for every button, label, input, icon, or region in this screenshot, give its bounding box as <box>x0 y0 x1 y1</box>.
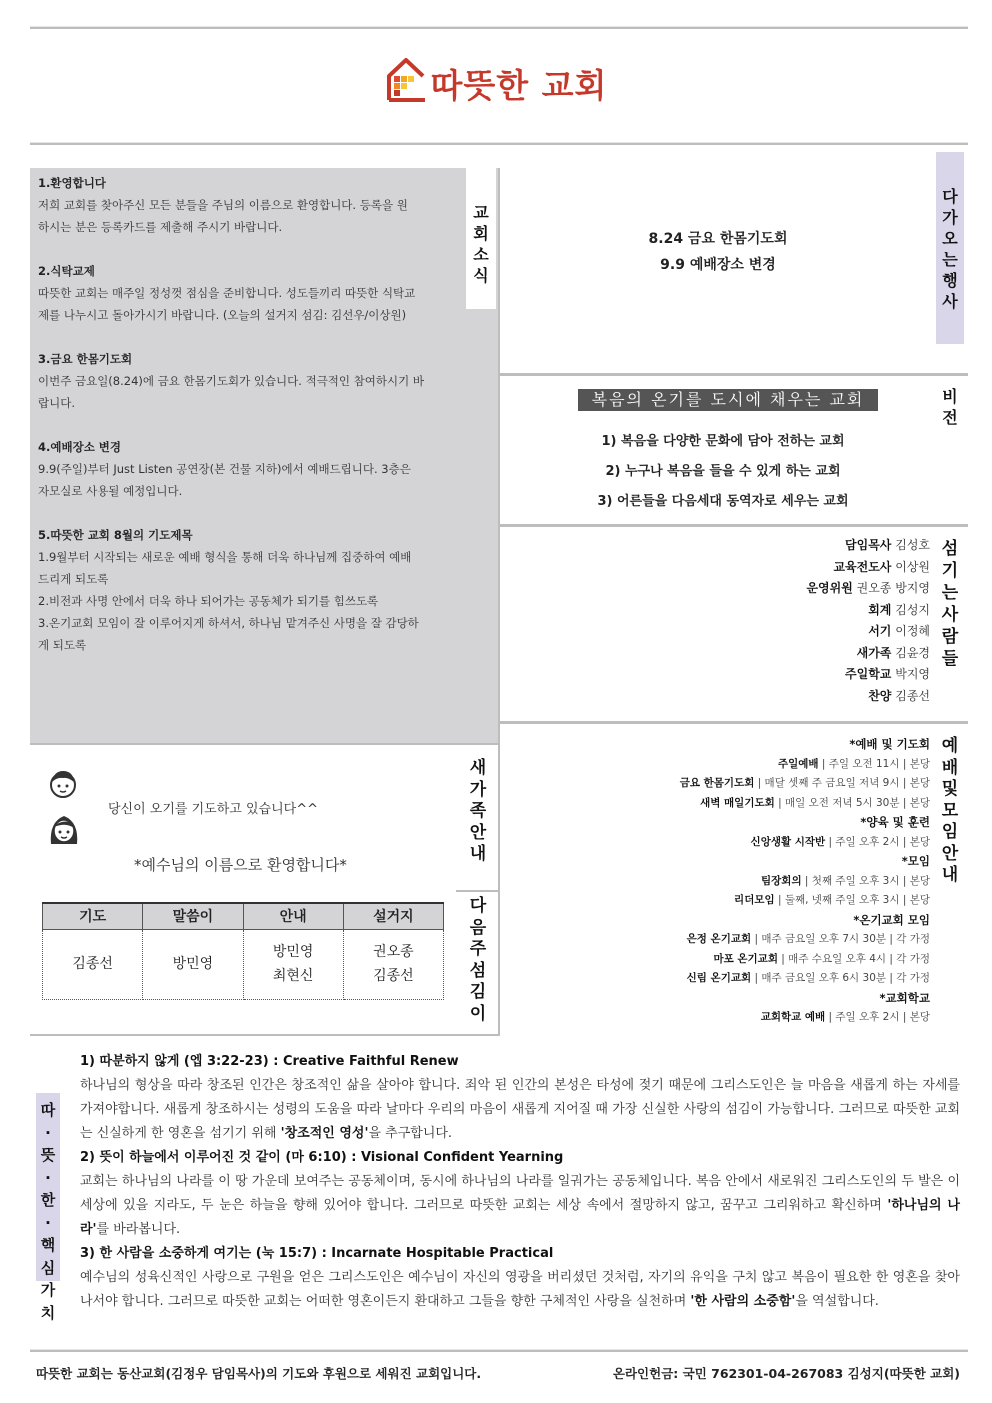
tab-char: 내 <box>469 844 487 864</box>
house-icon <box>385 56 427 102</box>
vision-list <box>510 430 936 520</box>
table-row <box>43 929 444 999</box>
tab-char: 람 <box>941 627 959 647</box>
core-value-text: 예수님의 성육신적인 사랑으로 구원을 얻은 그리스도인은 예수님이 자신의 영광을 버리셨던 것처럼, 자기의 유익을 구치 않고 복음이 필요한 한 영혼을 찾아 나서야 합니다. 그러므로 따뜻한 교회는 어떠한 영혼이든지 환대하고 그들을 향한 구체적인 사랑을 실천하며 <box>80 1270 960 1309</box>
core-value-title: 2) 뜻이 하늘에서 이루어진 것 같이 (마 6:10) : Visional Confident Yearning <box>80 1150 564 1165</box>
tab-char: 김 <box>469 982 487 1002</box>
worship-detail: | 주일 오전 11시 | 본당 <box>818 757 930 770</box>
newcomer-message: 당신이 오기를 기도하고 있습니다^^ <box>108 802 318 817</box>
core-value-body <box>80 1266 960 1314</box>
core-value-text: 을 추구합니다. <box>368 1126 453 1141</box>
server-name: 김종선 <box>373 968 414 984</box>
divider <box>500 721 968 724</box>
worship-section-title: *양육 및 훈련 <box>860 815 930 829</box>
tab-char: 행 <box>942 271 958 290</box>
worship-row <box>570 892 930 912</box>
server-name: 방민영 <box>172 956 214 972</box>
notice-title: 3.금요 한몸기도회 <box>38 352 133 366</box>
vision-item: 1) 복음을 다양한 문화에 담아 전하는 교회 <box>601 434 845 449</box>
tab-char: · <box>45 1168 51 1187</box>
worship-detail: | 주일 오후 2시 | 본당 <box>825 835 930 848</box>
notice-line: 3.온기교회 모임이 잘 이루어지게 하셔서, 하나님 맡겨주신 사명을 잘 감당하 <box>38 616 419 630</box>
tab-char: 가 <box>942 208 958 227</box>
tab-char: 주 <box>469 939 487 959</box>
staff-name: 김성호 <box>891 538 930 552</box>
staff-name: 이정혜 <box>891 624 930 638</box>
table-header: 기도 <box>43 903 143 929</box>
worship-row <box>570 931 930 951</box>
worship-schedule <box>570 736 930 1029</box>
staff-tab <box>938 538 962 670</box>
worship-row <box>570 834 930 854</box>
notice-line: 랍니다. <box>38 396 75 410</box>
table-header: 말씀이 <box>143 903 243 929</box>
staff-row <box>590 536 930 558</box>
server-name: 방민영 <box>272 944 314 960</box>
notice-line: 저희 교회를 찾아주신 모든 분들을 주님의 이름으로 환영합니다. 등록을 원 <box>38 198 408 212</box>
tab-char: 는 <box>942 250 958 269</box>
vision-tab <box>938 386 962 428</box>
tab-char: 뜻 <box>40 1146 56 1164</box>
core-value-body <box>80 1170 960 1242</box>
staff-row <box>590 644 930 666</box>
worship-row <box>570 775 930 795</box>
tab-char: 소 <box>473 245 489 264</box>
notice-title: 2.식탁교제 <box>38 264 95 278</box>
notices-panel <box>30 168 498 744</box>
notice-line: 2.비전과 사명 안에서 더욱 하나 되어가는 공동체가 되기를 힘쓰도록 <box>38 594 379 608</box>
tab-char: 안 <box>469 822 487 843</box>
girl-icon <box>48 812 80 848</box>
worship-detail: | 매달 셋째 주 금요일 저녁 9시 | 본당 <box>754 777 930 789</box>
staff-name: 김성지 <box>891 602 930 617</box>
notice-title: 4.예배장소 변경 <box>38 440 122 454</box>
tab-char: 회 <box>473 224 489 243</box>
worship-row <box>570 970 930 990</box>
worship-detail: | 매주 수요일 오후 4시 | 각 가정 <box>777 952 930 965</box>
tab-char: 사 <box>941 605 959 625</box>
core-value-body <box>80 1074 960 1146</box>
staff-role: 찬양 <box>868 688 892 703</box>
core-value-title: 3) 한 사람을 소중하게 여기는 (눅 15:7) : Incarnate Hospitable Practical <box>80 1246 554 1261</box>
tab-char: 음 <box>469 917 487 938</box>
tab-char: 예 <box>941 736 959 756</box>
worship-detail: | 매주 금요일 오후 7시 30분 | 각 가정 <box>751 933 930 945</box>
spacer <box>38 414 458 436</box>
notice-line: 이번주 금요일(8.24)에 금요 한몸기도회가 있습니다. 적극적인 참여하시기 바 <box>38 374 424 388</box>
top-rule <box>30 26 968 29</box>
event-item: 9.9 예배장소 변경 <box>660 257 776 273</box>
header-rule <box>30 142 968 145</box>
worship-section-title: *온기교회 모임 <box>853 912 930 927</box>
table-cell <box>43 929 143 999</box>
notice-title: 5.따뜻한 교회 8월의 기도제목 <box>38 528 193 542</box>
staff-name: 이상원 <box>891 559 930 574</box>
server-name: 김종선 <box>72 956 113 972</box>
core-value-text: 를 바라봅니다. <box>96 1222 181 1237</box>
staff-row <box>590 579 930 601</box>
spacer <box>38 502 458 524</box>
tab-char: 전 <box>942 408 958 427</box>
core-values-tab <box>36 1093 60 1322</box>
vision-item: 3) 어른들을 다음세대 동역자로 세우는 교회 <box>597 494 849 509</box>
staff-name: 김윤경 <box>891 645 930 660</box>
worship-name: 리더모임 <box>734 894 775 906</box>
worship-row <box>570 756 930 776</box>
next-servers-table <box>42 902 444 1000</box>
notice-line: 제를 나누시고 돌아가시기 바랍니다. (오늘의 설거지 섬김: 김선우/이상원) <box>38 308 407 322</box>
worship-row <box>570 1009 930 1029</box>
staff-role: 운영위원 <box>806 581 853 595</box>
spacer <box>38 326 458 348</box>
tab-char: 사 <box>942 292 958 311</box>
tab-char: · <box>45 1213 51 1232</box>
staff-row <box>590 558 930 580</box>
server-name: 권오종 <box>373 944 414 960</box>
tab-char: 심 <box>40 1258 56 1277</box>
core-value-text: 하나님의 형상을 따라 창조된 인간은 창조적인 삶을 살아야 합니다. 죄악 된 인간의 본성은 타성에 젖기 때문에 그리스도인은 늘 마음을 새롭게 하는 자세를 가져야합니다. 새롭게 창조하시는 성령의 도움을 따라 날마다 우리의 마음이 새롭게 지어질 때 가장 신실한 사랑의 섬김이 가능합니다. 그러므로 따뜻한 교회는 신실하게 한 영혼을 섬기기 위해 <box>80 1078 960 1141</box>
tab-char: 이 <box>469 1003 487 1024</box>
boy-icon <box>48 768 78 800</box>
server-name: 최현신 <box>272 968 314 984</box>
core-value-keyword: '창조적인 영성' <box>280 1126 369 1141</box>
worship-name: 교회학교 예배 <box>760 1011 826 1023</box>
staff-row <box>590 665 930 687</box>
tab-char: 비 <box>942 387 958 406</box>
worship-name: 은정 온기교회 <box>686 933 752 945</box>
tab-char: 치 <box>40 1303 56 1322</box>
tab-char: 섬 <box>941 539 959 559</box>
tab-char: 내 <box>941 865 959 885</box>
core-value-text: 을 역설합니다. <box>795 1294 879 1309</box>
tab-char: 한 <box>40 1191 56 1209</box>
worship-name: 팀장회의 <box>761 874 802 887</box>
tab-char: 섬 <box>469 960 487 981</box>
table-cell <box>343 929 443 999</box>
staff-role: 새가족 <box>856 645 892 660</box>
table-header: 안내 <box>243 903 343 929</box>
worship-detail: | 둘째, 넷째 주일 오후 3시 | 본당 <box>774 894 930 906</box>
divider <box>500 524 968 527</box>
staff-role: 회계 <box>868 602 892 617</box>
core-values <box>80 1050 960 1314</box>
worship-name: 신림 온기교회 <box>686 972 752 984</box>
worship-name: 주일예배 <box>777 757 819 770</box>
worship-name: 새벽 매일기도회 <box>700 796 775 809</box>
tab-char: 는 <box>941 583 959 603</box>
notice-title: 1.환영합니다 <box>38 176 106 190</box>
logo-text: 따뜻한 교회 <box>430 66 608 105</box>
notice-line: 자모실로 사용될 예정입니다. <box>38 484 183 498</box>
table-cell <box>143 929 243 999</box>
divider <box>456 890 498 892</box>
vision-item: 2) 누구나 복음을 들을 수 있게 하는 교회 <box>605 464 841 479</box>
tab-char: 기 <box>941 561 959 581</box>
footer-rule <box>30 1349 968 1352</box>
core-value-text: 교회는 하나님의 나라를 이 땅 가운데 보여주는 공동체이며, 동시에 하나님의 나라를 일궈가는 공동체입니다. 복음 안에서 새로워진 그리스도인의 두 발은 이 세상에 있을 지라도, 두 눈은 하늘을 향해 있어야 합니다. 그러므로 따뜻한 교회는 세상 속에서 절망하지 않고, 꿈꾸고 그리워하고 확신하며 <box>80 1174 960 1213</box>
notice-line: 9.9(주일)부터 Just Listen 공연장(본 건물 지하)에서 예배드립니다. 3층은 <box>38 462 411 476</box>
worship-detail: | 매주 금요일 오후 6시 30분 | 각 가정 <box>751 972 930 984</box>
staff-row <box>590 622 930 644</box>
core-value-title: 1) 따분하지 않게 (엡 3:22-23) : Creative Faithful Renew <box>80 1054 459 1069</box>
notice-line: 드리게 되도록 <box>38 572 109 586</box>
staff-role: 교육전도사 <box>833 559 892 574</box>
tab-char: · <box>45 1123 51 1142</box>
tab-char: 다 <box>469 896 487 916</box>
staff-role: 담임목사 <box>845 538 892 552</box>
next-servers-tab <box>464 896 492 1025</box>
footer-note: 따뜻한 교회는 동산교회(김정우 담임목사)의 기도와 후원으로 세워진 교회입니다. <box>36 1366 482 1381</box>
worship-detail: | 첫째 주일 오후 3시 | 본당 <box>801 874 930 887</box>
notices-list <box>38 172 458 656</box>
spacer <box>38 238 458 260</box>
newcomer-welcome: *예수님의 이름으로 환영합니다* <box>134 856 347 874</box>
events-tab <box>936 152 964 344</box>
tab-char: 핵 <box>40 1236 56 1254</box>
staff-row <box>590 601 930 623</box>
worship-row <box>570 873 930 893</box>
worship-row <box>570 951 930 971</box>
staff-name: 박지영 <box>891 667 930 681</box>
staff-role: 서기 <box>868 624 892 638</box>
tab-char: 다 <box>942 187 958 206</box>
staff-name: 김종선 <box>891 688 930 703</box>
worship-name: 신앙생활 시작반 <box>750 835 826 848</box>
newcomers-tab <box>464 758 492 866</box>
vision-title: 복음의 온기를 도시에 채우는 교회 <box>578 389 878 411</box>
tab-char: 모 <box>941 800 959 821</box>
notice-line: 따뜻한 교회는 매주일 정성껏 점심을 준비합니다. 성도들끼리 따뜻한 식탁교 <box>38 286 416 300</box>
staff-row <box>590 687 930 709</box>
worship-detail: | 매일 오전 저녁 5시 30분 | 본당 <box>774 796 930 809</box>
staff-name: 권오종 방지영 <box>852 581 930 595</box>
core-value-keyword: '하나님의 나라' <box>80 1198 960 1237</box>
divider <box>500 373 968 376</box>
worship-section-title: *교회학교 <box>879 990 930 1005</box>
worship-detail: | 주일 오후 2시 | 본당 <box>825 1011 930 1023</box>
tab-char: 안 <box>941 843 959 864</box>
tab-char: 가 <box>469 779 487 800</box>
logo <box>0 56 992 106</box>
core-value-keyword: '한 사람의 소중함' <box>690 1294 796 1309</box>
newcomers-panel <box>30 744 498 894</box>
notice-line: 게 되도록 <box>38 638 87 652</box>
tab-char: 임 <box>941 822 959 842</box>
staff-role: 주일학교 <box>845 667 892 681</box>
event-item: 8.24 금요 한몸기도회 <box>648 231 788 247</box>
tab-char: 교 <box>473 203 489 222</box>
tab-char: 따 <box>40 1101 56 1119</box>
divider <box>30 1034 498 1036</box>
table-cell <box>243 929 343 999</box>
tab-char: 들 <box>941 649 959 669</box>
divider <box>498 168 500 1036</box>
worship-row <box>570 795 930 815</box>
tab-char: 새 <box>469 758 487 778</box>
tab-char: 및 <box>941 779 959 799</box>
divider <box>30 743 498 745</box>
tab-char: 족 <box>469 801 487 821</box>
worship-section-title: *예배 및 기도회 <box>849 737 930 751</box>
tab-char: 배 <box>941 757 959 778</box>
worship-name: 마포 온기교회 <box>713 952 778 965</box>
notice-line: 1.9월부터 시작되는 새로운 예배 형식을 통해 더욱 하나님께 집중하여 예배 <box>38 550 412 564</box>
worship-section-title: *모임 <box>901 854 930 868</box>
worship-tab <box>938 736 962 887</box>
tab-char: 오 <box>942 229 958 248</box>
tab-char: 식 <box>473 266 489 285</box>
footer-offering: 온라인헌금: 국민 762301-04-267083 김성지(따뜻한 교회) <box>612 1366 960 1381</box>
table-header: 설거지 <box>343 903 443 929</box>
worship-name: 금요 한몸기도회 <box>679 777 755 789</box>
staff-list <box>590 536 930 708</box>
notice-line: 하시는 분은 등록카드를 제출해 주시기 바랍니다. <box>38 220 283 234</box>
notices-tab <box>466 168 496 309</box>
tab-char: 가 <box>40 1281 56 1299</box>
events-list <box>500 226 936 278</box>
